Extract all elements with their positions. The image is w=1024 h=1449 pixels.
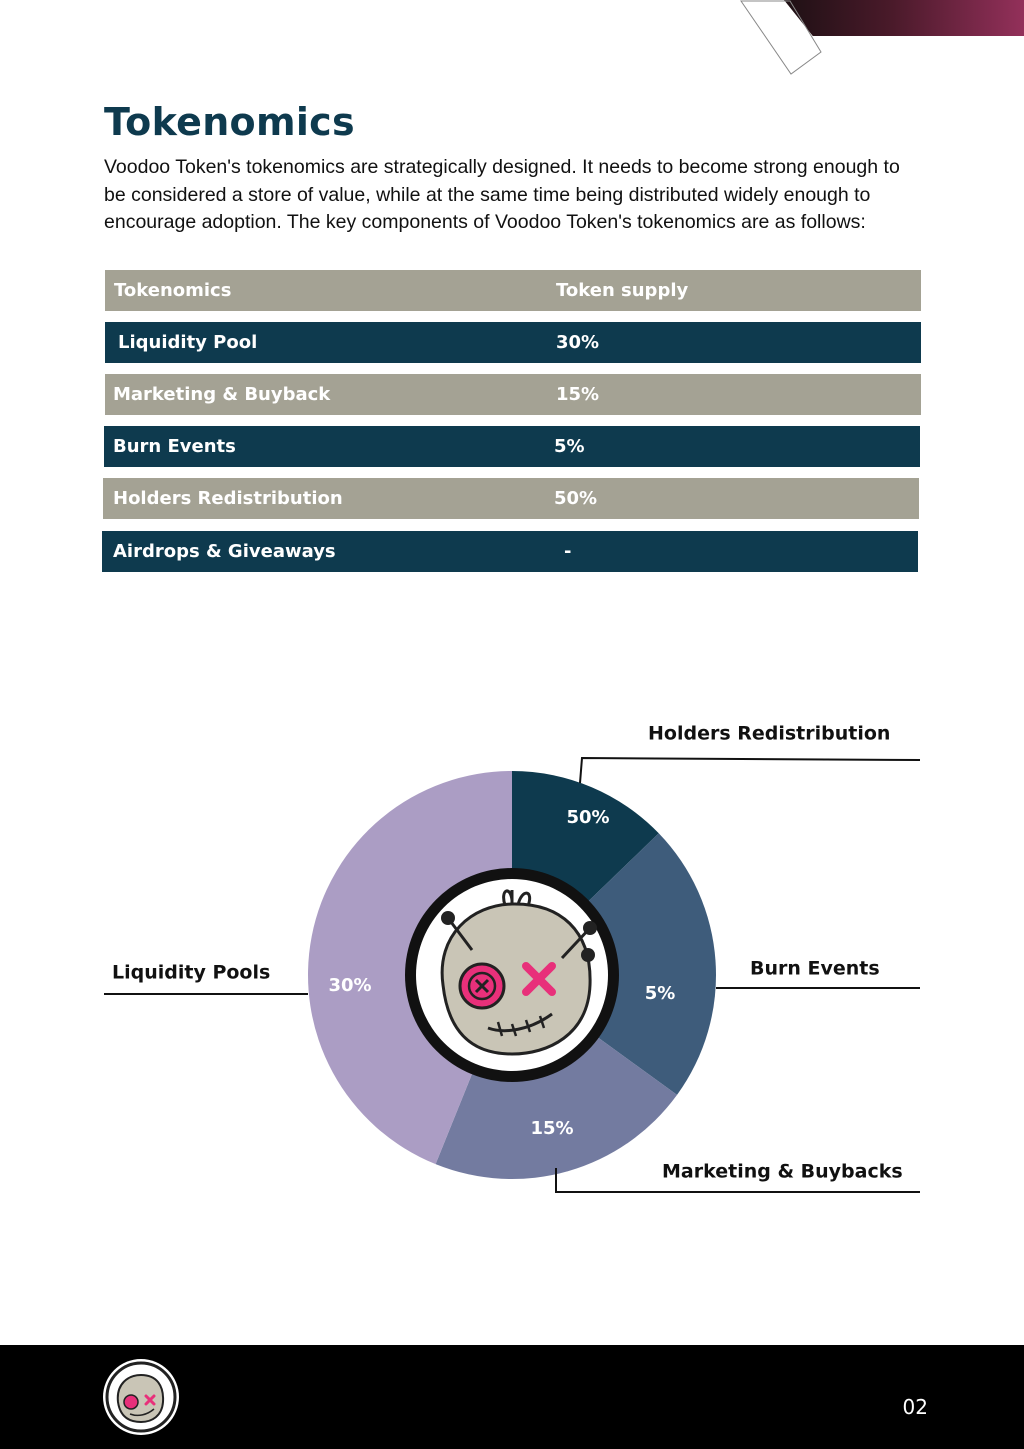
donut-category-label: Liquidity Pools [112, 961, 271, 984]
page-footer [0, 1345, 1024, 1449]
donut-category-label: Marketing & Buybacks [662, 1160, 903, 1183]
table-cell-category: Marketing & Buyback [113, 384, 331, 405]
page-number: 02 [902, 1395, 928, 1419]
donut-value-label: 30% [328, 975, 372, 996]
table-cell-supply: 30% [556, 332, 600, 353]
table-cell-category: Airdrops & Giveaways [113, 541, 336, 562]
table-cell-supply: 5% [554, 436, 585, 457]
table-cell-supply: 50% [554, 488, 598, 509]
donut-value-label: 5% [644, 983, 676, 1004]
donut-category-label: Holders Redistribution [648, 722, 891, 745]
voodoo-doll-logo-icon [405, 868, 619, 1082]
table-header-tokenomics: Tokenomics [114, 280, 232, 301]
intro-paragraph: Voodoo Token's tokenomics are strategically designed. It needs to become strong enough to be considered a store of value, while at the same time being distributed widely enough to encourage adoption. The key components of Voodoo Token's tokenomics are as follows: [104, 156, 900, 233]
table-header-token-supply: Token supply [556, 280, 689, 301]
table-cell-category: Burn Events [113, 436, 236, 457]
table-cell-supply: - [564, 541, 572, 562]
table-cell-category: Holders Redistribution [113, 488, 343, 509]
voodoo-doll-logo-icon [102, 1358, 180, 1436]
table-cell-supply: 15% [556, 384, 600, 405]
donut-value-label: 15% [530, 1118, 574, 1139]
page-title: Tokenomics [104, 100, 355, 144]
donut-category-label: Burn Events [750, 957, 880, 980]
donut-value-label: 50% [566, 807, 610, 828]
table-cell-category: Liquidity Pool [118, 332, 258, 353]
